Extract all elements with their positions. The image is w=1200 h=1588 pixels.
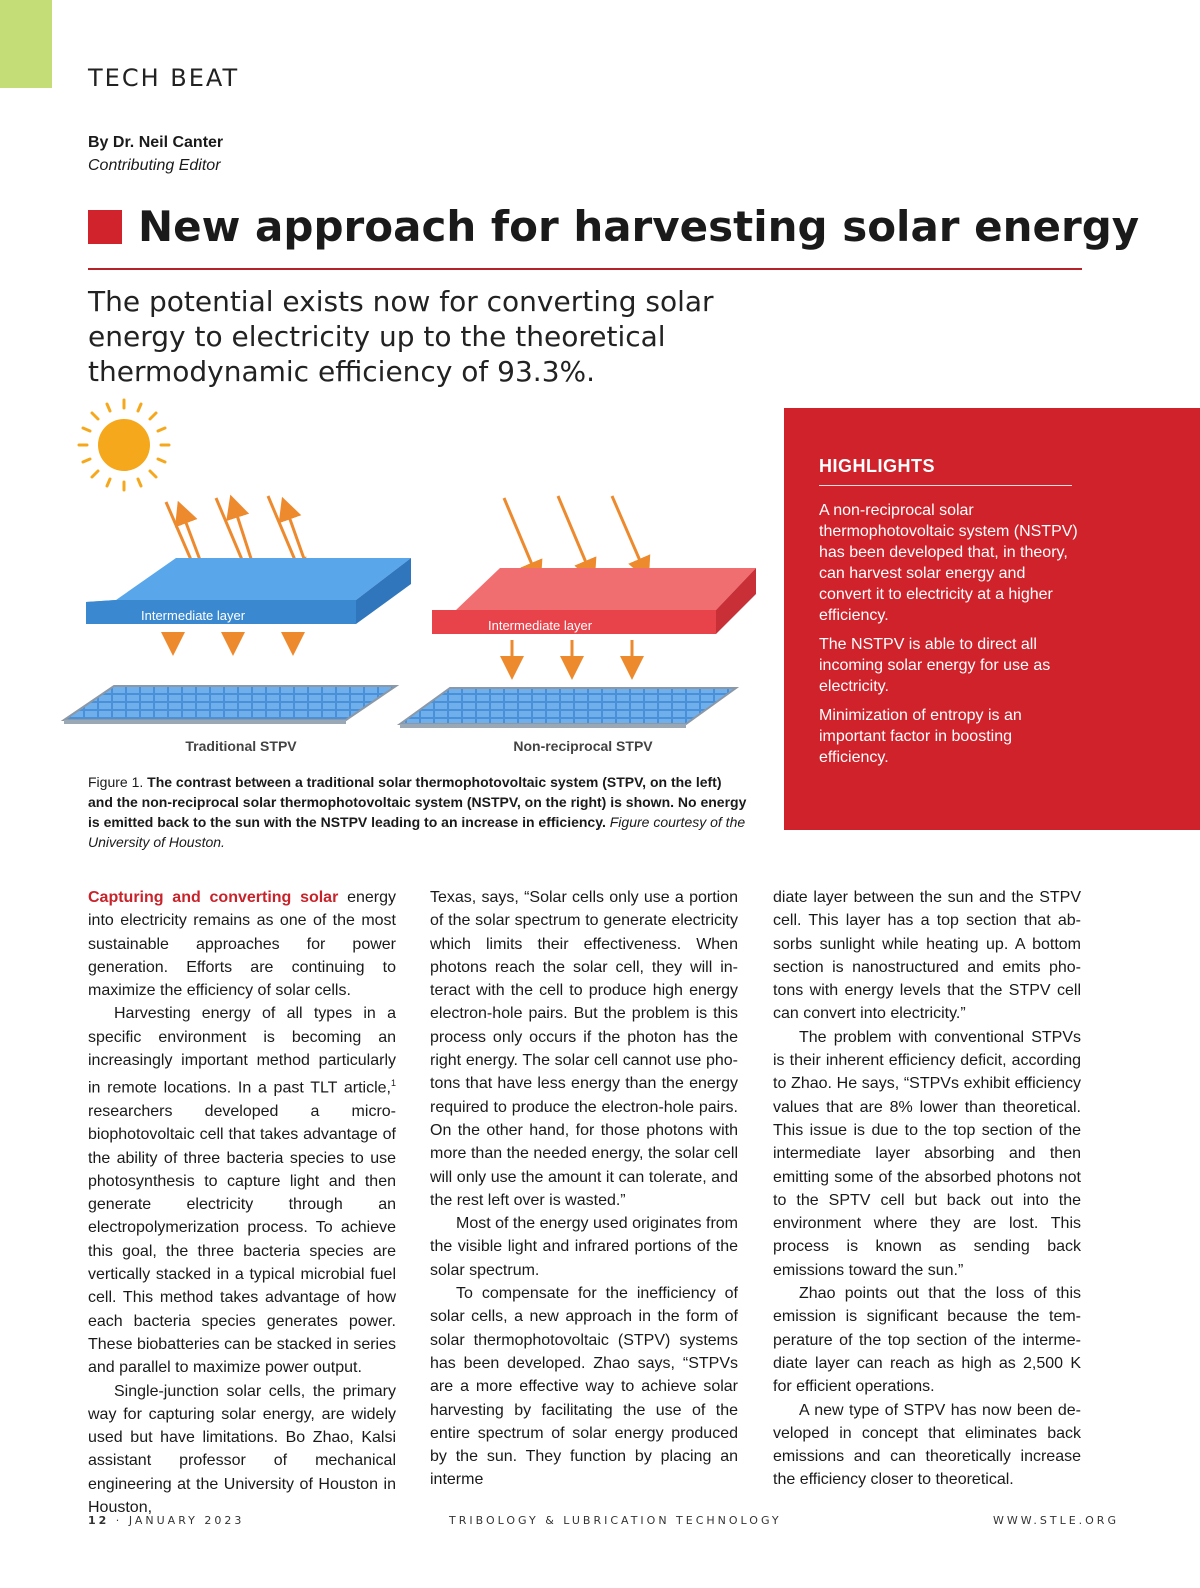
nonreciprocal-emission-arrows	[512, 640, 632, 668]
stpv-diagram	[56, 398, 766, 768]
traditional-intermediate-layer	[86, 558, 411, 624]
author-name: By Dr. Neil Canter	[88, 134, 224, 151]
lead-in: Capturing and converting solar	[88, 889, 339, 906]
article-body	[88, 886, 1082, 1517]
page-number: 12	[88, 1514, 110, 1527]
body-paragraph: Most of the energy used originates from the visible light and infrared portions of the solar spectrum.	[430, 1215, 738, 1279]
traditional-solar-cell	[64, 686, 396, 724]
footer-page-date: 12 · JANUARY 2023	[88, 1514, 245, 1527]
body-paragraph: Harvesting energy of all types in a specific environment is becoming an increasingly important method particularly in remote locations. In a past TLT article,$^1$ researchers developed a micro-biophotovoltaic cell that takes advantage of the ability of three bacteria species to use photosynthesis to capture light and then generate electricity through an electropolymerization process. To achieve this goal, the three bacteria species are vertically stacked in a typical microbial fuel cell. This method takes advantage of how each bacteria species generates power. These biobatteries can be stacked in series and parallel to maximize power output.	[88, 1005, 396, 1377]
caption-lead: Figure 1.	[88, 774, 148, 790]
highlight-item: The NSTPV is able to direct all incoming solar energy for use as electricity.	[819, 636, 1051, 695]
nonreciprocal-solar-cell	[400, 688, 736, 728]
body-column-1	[88, 886, 396, 1519]
byline	[88, 131, 223, 177]
corner-color-tab	[0, 0, 52, 88]
footnote-ref: 1	[390, 1078, 396, 1089]
title-square-icon	[88, 210, 122, 244]
body-column-2	[430, 886, 738, 1492]
body-paragraph: Capturing and converting solar energy into electricity remains as one of the most sustainable approaches for power generation. Efforts are continuing to maximize the efficiency of solar cells.	[88, 889, 396, 1000]
nonreciprocal-label: Non-reciprocal STPV	[513, 738, 653, 754]
body-paragraph: Texas, says, “Solar cells only use a portion of the solar spectrum to generate electricity which limits their effectiveness. When photons reach the solar cell, they will interact with the cell to produce high energy electron-hole pairs. But the problem is this process only occurs if the photon has the right energy. The solar cell cannot use photons that have less energy than the energy required to produce the electron-hole pairs. On the other hand, for those photons with more than the needed energy, the solar cell will only use the amount it can tolerate, and the rest left over is wasted.”	[430, 889, 738, 1209]
nonreciprocal-layer-label: Intermediate layer	[488, 618, 593, 633]
caption-body: The contrast between a traditional solar thermophotovoltaic system (STPV, on the left) and the non-reciprocal solar thermophotovoltaic system (NSTPV, on the right) is shown. No energy is emitted back to the sun with the NSTPV leading to an increase in efficiency.	[88, 774, 747, 830]
figure-caption	[88, 772, 748, 852]
highlights-heading: HIGHLIGHTS	[819, 456, 1072, 486]
body-paragraph: To compensate for the inefficiency of solar cells, a new approach in the form of solar thermophotovoltaic (STPV) systems has been developed. Zhao says, “STPVs are a more effective way to achieve solar harvesting by facilitating the use of the entire spectrum of solar energy produced by the sun. They function by placing an interme	[430, 1285, 738, 1489]
author-role: Contributing Editor	[88, 157, 221, 174]
highlight-item: Minimization of entropy is an important factor in boosting efficiency.	[819, 707, 1022, 766]
figure-1	[56, 398, 766, 768]
caption-credit: Figure courtesy of the University of Houston.	[88, 814, 746, 850]
footer-publication: TRIBOLOGY & LUBRICATION TECHNOLOGY	[449, 1514, 782, 1527]
body-paragraph: diate layer between the sun and the STPV cell. This layer has a top section that absorbs sunlight while heating up. A bottom section is nanostructured and emits photons with energy levels that the STPV cell can convert into electricity.”	[773, 889, 1081, 1023]
body-paragraph: Single-junction solar cells, the primary way for capturing solar energy, are widely used but have limitations. Bo Zhao, Kalsi assistant professor of mechanical engineering at the University of Houston in Houston,	[88, 1382, 396, 1517]
body-paragraph: A new type of STPV has now been developed in concept that eliminates back emissions and can theoretically increase the efficiency closer to theoretical.	[773, 1401, 1081, 1489]
article-deck: The potential exists now for converting solar energy to electricity up to the theoretical thermodynamic efficiency of 93.3%.	[88, 285, 714, 388]
article-title: New approach for harvesting solar energy	[138, 202, 1140, 251]
body-paragraph: Zhao points out that the loss of this emission is significant because the temperature of the top section of the intermediate layer can reach as high as 2,500 K for efficient operations.	[773, 1285, 1081, 1396]
nonreciprocal-incoming-arrows	[504, 496, 644, 574]
traditional-label: Traditional STPV	[185, 738, 297, 754]
traditional-layer-label: Intermediate layer	[141, 608, 246, 623]
footer-website: WWW.STLE.ORG	[993, 1514, 1119, 1527]
section-label: TECH BEAT	[88, 64, 240, 92]
title-row	[88, 200, 1140, 272]
sun-icon	[79, 400, 169, 490]
highlights-box	[784, 408, 1200, 830]
body-paragraph: The problem with conventional STPVs is their inherent efficiency deficit, according to Zhao. He says, “STPVs exhibit efficiency values that are 8% lower than theoretical. This issue is due to the top section of the intermediate layer absorbing and then emitting some of the absorbed photons not to the SPTV cell but back out into the environment where they are lost. This process is known as sending back emissions toward the sun.”	[773, 1028, 1081, 1279]
issue-date: JANUARY 2023	[128, 1514, 245, 1527]
traditional-emission-arrows	[173, 632, 293, 644]
body-column-3	[773, 886, 1081, 1492]
title-divider	[88, 268, 1082, 270]
highlight-item: A non-reciprocal solar thermophotovoltaic system (NSTPV) has been developed that, in theory, can harvest solar energy and convert it to electricity at a higher efficiency.	[819, 502, 1078, 624]
nonreciprocal-intermediate-layer	[432, 568, 756, 634]
